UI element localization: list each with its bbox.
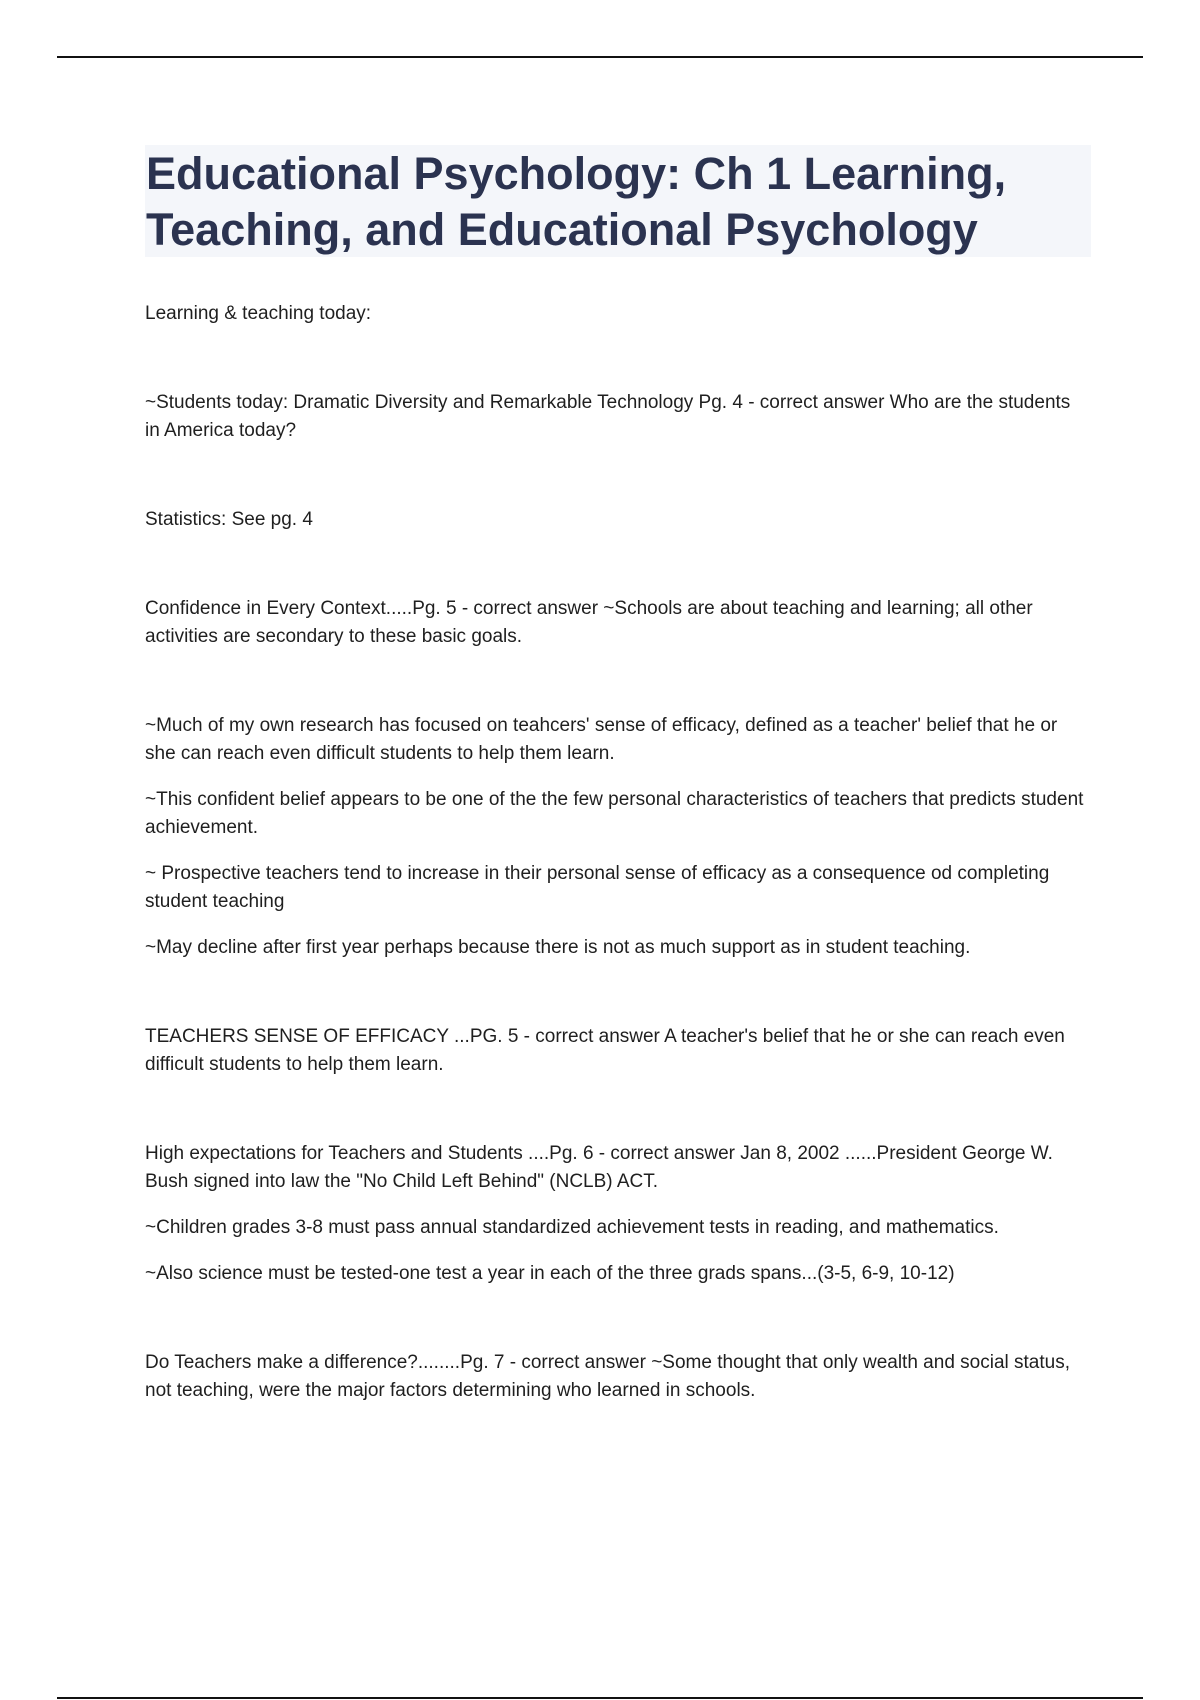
paragraph-research-efficacy: ~Much of my own research has focused on teahcers' sense of efficacy, defined as a teacher' belief that he or she can reach even difficult students to help them learn. [145, 715, 1058, 764]
paragraph-teachers-difference: Do Teachers make a difference?........Pg. 7 - correct answer ~Some thought that only wealth and social status, not teaching, were the major factors determining who learned in schools. [145, 1352, 1070, 1401]
document-title: Educational Psychology: Ch 1 Learning, Teaching, and Educational Psychology [146, 148, 1007, 255]
paragraph-children-grades: ~Children grades 3-8 must pass annual standardized achievement tests in reading, and mathematics. [145, 1217, 999, 1238]
paragraph-may-decline: ~May decline after first year perhaps because there is not as much support as in student teaching. [145, 937, 971, 958]
top-divider [57, 56, 1143, 58]
paragraph-statistics: Statistics: See pg. 4 [145, 509, 313, 530]
document-body [145, 300, 1085, 1405]
paragraph-confidence: Confidence in Every Context.....Pg. 5 - correct answer ~Schools are about teaching and learning; all other activities are secondary to these basic goals. [145, 598, 1033, 647]
paragraph-learning-teaching-today: Learning & teaching today: [145, 303, 372, 324]
bottom-divider [57, 1697, 1143, 1699]
paragraph-teachers-efficacy: TEACHERS SENSE OF EFFICACY ...PG. 5 - correct answer A teacher's belief that he or she can reach even difficult students to help them learn. [145, 1026, 1065, 1075]
paragraph-science-tested: ~Also science must be tested-one test a year in each of the three grads spans...(3-5, 6-9, 10-12) [145, 1263, 955, 1284]
paragraph-prospective-teachers: ~ Prospective teachers tend to increase in their personal sense of efficacy as a consequence od completing student teaching [145, 863, 1050, 912]
paragraph-confident-belief: ~This confident belief appears to be one of the the few personal characteristics of teachers that predicts student achievement. [145, 789, 1084, 838]
paragraph-students-today: ~Students today: Dramatic Diversity and Remarkable Technology Pg. 4 - correct answer Who are the students in America today? [145, 392, 1071, 441]
paragraph-high-expectations: High expectations for Teachers and Students ....Pg. 6 - correct answer Jan 8, 2002 ......President George W. Bush signed into law the "No Child Left Behind" (NCLB) ACT. [145, 1143, 1053, 1192]
